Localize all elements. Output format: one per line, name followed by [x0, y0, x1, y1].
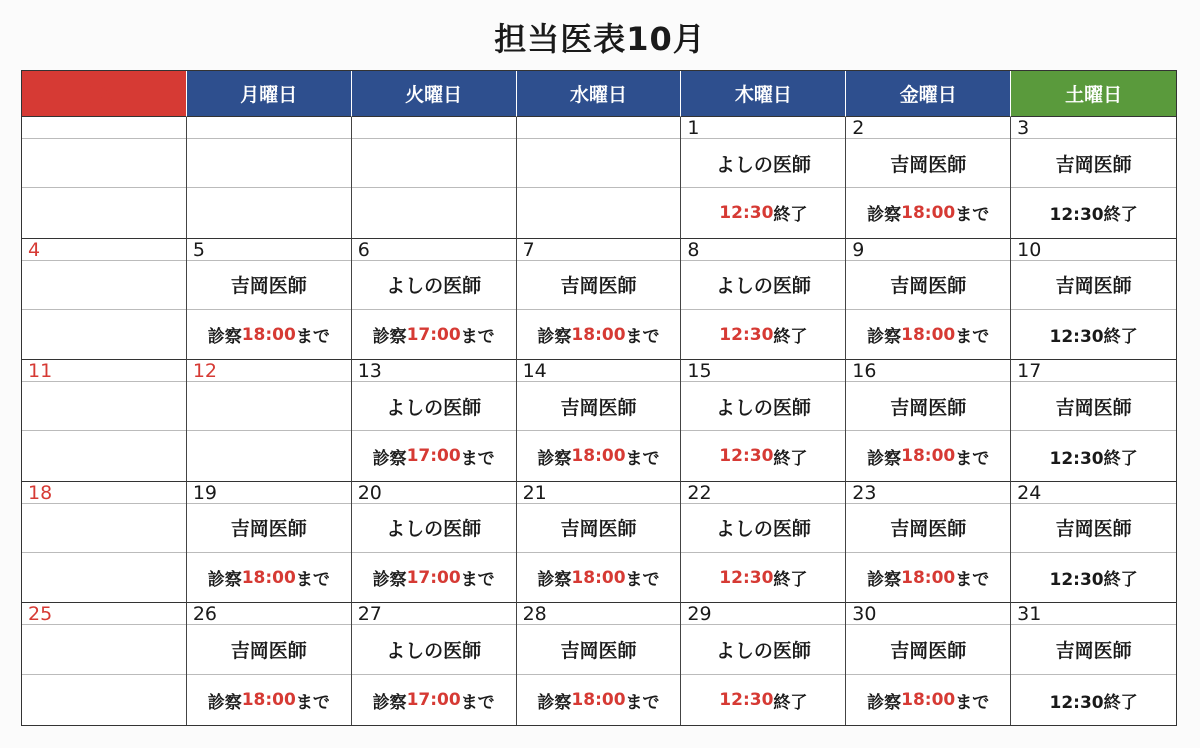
- hours-note: [681, 553, 845, 602]
- day-number: 10: [1017, 238, 1042, 261]
- hours-note: [1011, 553, 1176, 602]
- hours-prefix: 診察: [867, 692, 902, 713]
- weekday-header-saturday: 土曜日: [1011, 71, 1176, 117]
- doctor-name: よしの医師: [681, 261, 845, 310]
- day-cell: [1011, 603, 1176, 725]
- hours-suffix: まで: [955, 692, 990, 713]
- doctor-name: 吉岡医師: [846, 382, 1010, 431]
- day-cell: [1011, 360, 1176, 482]
- day-cell: [846, 117, 1011, 239]
- day-number: 3: [1017, 117, 1030, 139]
- hours-suffix: まで: [460, 327, 495, 348]
- calendar-grid: [21, 70, 1177, 726]
- hours-note: [187, 188, 351, 237]
- doctor-name: [187, 139, 351, 188]
- hours-time: 18:00: [901, 690, 956, 711]
- day-number-row: [1011, 360, 1176, 382]
- hours-time: 18:00: [571, 446, 626, 467]
- doctor-name: 吉岡医師: [1011, 261, 1176, 310]
- hours-prefix: 診察: [537, 570, 572, 591]
- hours-suffix: まで: [625, 327, 660, 348]
- doctor-name: よしの医師: [352, 625, 516, 675]
- hours-note: [517, 553, 681, 602]
- day-number-row: [517, 603, 681, 625]
- day-cell: [846, 482, 1011, 604]
- day-number-row: [352, 360, 516, 382]
- day-number-row: [1011, 603, 1176, 625]
- day-number: 1: [687, 117, 700, 139]
- day-cell: [517, 603, 682, 725]
- hours-time: 18:00: [241, 324, 296, 345]
- doctor-name: [22, 139, 186, 188]
- doctor-name: [352, 139, 516, 188]
- day-number-row: [681, 239, 845, 261]
- doctor-name: 吉岡医師: [846, 625, 1010, 675]
- day-number-row: [681, 603, 845, 625]
- doctor-name: よしの医師: [352, 504, 516, 553]
- day-cell: [22, 239, 187, 361]
- hours-note: [1011, 188, 1176, 237]
- hours-time: 18:00: [901, 567, 956, 588]
- day-cell: [1011, 117, 1176, 239]
- hours-suffix: まで: [625, 570, 660, 591]
- hours-note: [1011, 675, 1176, 725]
- doctor-name: よしの医師: [352, 261, 516, 310]
- hours-prefix: 診察: [372, 448, 407, 469]
- day-number: 7: [522, 238, 535, 261]
- hours-note: [187, 675, 351, 725]
- hours-time: 12:30: [719, 324, 774, 345]
- hours-suffix: まで: [955, 327, 990, 348]
- doctor-name: 吉岡医師: [187, 261, 351, 310]
- hours-note: [352, 310, 516, 359]
- hours-suffix: まで: [955, 205, 990, 226]
- day-number-row: [352, 239, 516, 261]
- hours-suffix: まで: [460, 448, 495, 469]
- day-number-row: [1011, 239, 1176, 261]
- day-number: 26: [192, 603, 218, 626]
- hours-time: 12:30: [719, 567, 774, 588]
- hours-time: 18:00: [571, 567, 626, 588]
- day-number-row: [187, 603, 351, 625]
- hours-note: [681, 310, 845, 359]
- day-number: 24: [1017, 481, 1042, 504]
- hours-suffix: 12:30終了: [1049, 205, 1138, 226]
- day-number: 2: [852, 117, 865, 139]
- doctor-name: [187, 382, 351, 431]
- day-number: 27: [357, 603, 382, 626]
- day-number-row: [187, 482, 351, 504]
- hours-prefix: 診察: [207, 570, 242, 591]
- hours-note: [846, 553, 1010, 602]
- day-number: 17: [1017, 360, 1042, 383]
- day-cell: [187, 239, 352, 361]
- hours-prefix: 診察: [867, 205, 902, 226]
- day-number: 28: [522, 603, 547, 626]
- hours-prefix: 診察: [372, 327, 407, 348]
- day-number: 19: [192, 481, 218, 504]
- hours-time: 18:00: [901, 446, 956, 467]
- day-cell: [1011, 239, 1176, 361]
- day-number: 20: [357, 481, 382, 504]
- day-cell: [517, 117, 682, 239]
- day-number-row: [846, 603, 1010, 625]
- day-cell: [352, 360, 517, 482]
- day-number: 21: [522, 481, 547, 504]
- hours-note: [517, 188, 681, 237]
- day-cell: [846, 603, 1011, 725]
- day-number-row: [187, 239, 351, 261]
- day-cell: [517, 482, 682, 604]
- day-cell: [681, 239, 846, 361]
- doctor-name: よしの医師: [352, 382, 516, 431]
- day-number: 31: [1017, 603, 1042, 626]
- day-number-row: [846, 360, 1010, 382]
- hours-note: [846, 431, 1010, 480]
- doctor-name: 吉岡医師: [1011, 382, 1176, 431]
- day-cell: [846, 360, 1011, 482]
- day-number-row: [681, 360, 845, 382]
- hours-suffix: まで: [295, 570, 330, 591]
- day-number-row: [846, 482, 1010, 504]
- doctor-name: よしの医師: [681, 625, 845, 675]
- day-cell: [681, 117, 846, 239]
- day-cell: [1011, 482, 1176, 604]
- hours-note: [846, 675, 1010, 725]
- doctor-name: よしの医師: [681, 382, 845, 431]
- doctor-name: 吉岡医師: [1011, 625, 1176, 675]
- weekday-header-tuesday: 火曜日: [352, 71, 517, 117]
- doctor-name: [22, 504, 186, 553]
- hours-prefix: 診察: [372, 570, 407, 591]
- day-number-row: [22, 603, 186, 625]
- hours-suffix: 終了: [773, 448, 808, 469]
- day-number: 8: [687, 238, 700, 261]
- hours-time: 12:30: [719, 690, 774, 711]
- hours-prefix: 診察: [867, 570, 902, 591]
- day-number: 16: [852, 360, 877, 383]
- hours-suffix: 終了: [773, 570, 808, 591]
- day-cell: [681, 603, 846, 725]
- hours-time: 12:30: [719, 202, 774, 223]
- day-number: 11: [28, 360, 53, 383]
- hours-suffix: まで: [295, 327, 330, 348]
- day-number: 18: [28, 481, 53, 504]
- day-cell: [846, 239, 1011, 361]
- hours-note: [22, 675, 186, 725]
- day-cell: [517, 239, 682, 361]
- day-number-row: [681, 117, 845, 139]
- day-number: 14: [522, 360, 547, 383]
- day-number-row: [187, 360, 351, 382]
- hours-time: 17:00: [406, 567, 461, 588]
- doctor-name: 吉岡医師: [846, 139, 1010, 188]
- day-cell: [517, 360, 682, 482]
- hours-note: [22, 188, 186, 237]
- hours-prefix: 診察: [537, 448, 572, 469]
- weekday-header-friday: 金曜日: [846, 71, 1011, 117]
- day-cell: [22, 603, 187, 725]
- hours-suffix: 12:30終了: [1049, 692, 1138, 713]
- doctor-name: 吉岡医師: [187, 625, 351, 675]
- hours-note: [22, 310, 186, 359]
- day-number: 25: [28, 603, 53, 626]
- day-number: 13: [357, 360, 382, 383]
- day-cell: [681, 482, 846, 604]
- hours-note: [681, 431, 845, 480]
- weekday-header-wednesday: 水曜日: [517, 71, 682, 117]
- day-number: 30: [852, 603, 877, 626]
- hours-suffix: 終了: [773, 327, 808, 348]
- hours-suffix: まで: [955, 570, 990, 591]
- hours-note: [22, 431, 186, 480]
- page-title: 担当医表10月: [494, 20, 706, 58]
- day-number: 5: [192, 238, 205, 261]
- day-number-row: [681, 482, 845, 504]
- hours-time: 17:00: [406, 324, 461, 345]
- day-number: 12: [192, 360, 218, 383]
- hours-note: [681, 675, 845, 725]
- hours-note: [846, 310, 1010, 359]
- hours-suffix: 終了: [773, 692, 808, 713]
- hours-time: 18:00: [901, 202, 956, 223]
- doctor-name: よしの医師: [681, 139, 845, 188]
- day-number-row: [352, 482, 516, 504]
- doctor-name: 吉岡医師: [517, 261, 681, 310]
- day-number-row: [22, 482, 186, 504]
- hours-note: [517, 310, 681, 359]
- day-number: 23: [852, 481, 877, 504]
- hours-prefix: 診察: [207, 327, 242, 348]
- doctor-name: 吉岡医師: [846, 504, 1010, 553]
- hours-suffix: まで: [625, 448, 660, 469]
- day-number: 15: [687, 360, 712, 383]
- day-number-row: [22, 117, 186, 139]
- doctor-name: 吉岡医師: [1011, 139, 1176, 188]
- hours-time: 18:00: [571, 324, 626, 345]
- hours-note: [517, 675, 681, 725]
- weekday-header-sunday: 日曜日: [22, 71, 187, 117]
- hours-time: 18:00: [241, 567, 296, 588]
- hours-suffix: まで: [295, 692, 330, 713]
- day-number-row: [517, 239, 681, 261]
- day-number: 9: [852, 238, 865, 261]
- day-cell: [22, 117, 187, 239]
- hours-note: [187, 431, 351, 480]
- doctor-name: 吉岡医師: [846, 261, 1010, 310]
- day-number-row: [1011, 482, 1176, 504]
- hours-note: [1011, 310, 1176, 359]
- hours-prefix: 診察: [537, 692, 572, 713]
- day-cell: [352, 482, 517, 604]
- day-cell: [187, 603, 352, 725]
- day-number-row: [517, 117, 681, 139]
- hours-suffix: 12:30終了: [1049, 570, 1138, 591]
- hours-time: 12:30: [719, 446, 774, 467]
- hours-suffix: 終了: [773, 205, 808, 226]
- hours-note: [352, 188, 516, 237]
- hours-time: 18:00: [571, 690, 626, 711]
- hours-note: [187, 553, 351, 602]
- weekday-header-thursday: 木曜日: [681, 71, 846, 117]
- hours-note: [187, 310, 351, 359]
- hours-prefix: 診察: [537, 327, 572, 348]
- hours-note: [352, 675, 516, 725]
- hours-time: 18:00: [901, 324, 956, 345]
- hours-suffix: まで: [460, 570, 495, 591]
- day-cell: [352, 117, 517, 239]
- day-number-row: [517, 482, 681, 504]
- hours-suffix: まで: [955, 448, 990, 469]
- hours-note: [517, 431, 681, 480]
- hours-suffix: 12:30終了: [1049, 448, 1138, 469]
- day-number-row: [846, 239, 1010, 261]
- day-cell: [22, 360, 187, 482]
- day-number: 6: [357, 238, 370, 261]
- day-number-row: [22, 360, 186, 382]
- doctor-name: [22, 382, 186, 431]
- day-cell: [22, 482, 187, 604]
- day-number: 29: [687, 603, 712, 626]
- hours-suffix: まで: [625, 692, 660, 713]
- hours-note: [352, 431, 516, 480]
- doctor-name: 吉岡医師: [517, 625, 681, 675]
- day-cell: [187, 117, 352, 239]
- day-number-row: [352, 117, 516, 139]
- day-number-row: [846, 117, 1010, 139]
- hours-time: 17:00: [406, 446, 461, 467]
- day-number-row: [1011, 117, 1176, 139]
- doctor-name: [22, 261, 186, 310]
- doctor-name: 吉岡医師: [517, 382, 681, 431]
- day-cell: [352, 239, 517, 361]
- hours-note: [1011, 431, 1176, 480]
- hours-prefix: 診察: [867, 327, 902, 348]
- day-number-row: [187, 117, 351, 139]
- hours-note: [846, 188, 1010, 237]
- hours-note: [22, 553, 186, 602]
- day-cell: [681, 360, 846, 482]
- hours-note: [681, 188, 845, 237]
- hours-prefix: 診察: [207, 692, 242, 713]
- doctor-name: [22, 625, 186, 675]
- day-number-row: [352, 603, 516, 625]
- day-cell: [352, 603, 517, 725]
- day-number-row: [22, 239, 186, 261]
- day-cell: [187, 360, 352, 482]
- day-cell: [187, 482, 352, 604]
- hours-prefix: 診察: [372, 692, 407, 713]
- doctor-name: 吉岡医師: [517, 504, 681, 553]
- doctor-name: [517, 139, 681, 188]
- hours-suffix: 12:30終了: [1049, 327, 1138, 348]
- day-number-row: [517, 360, 681, 382]
- doctor-name: よしの医師: [681, 504, 845, 553]
- hours-prefix: 診察: [867, 448, 902, 469]
- hours-time: 17:00: [406, 690, 461, 711]
- day-number: 22: [687, 481, 712, 504]
- day-number: 4: [28, 238, 41, 261]
- hours-suffix: まで: [460, 692, 495, 713]
- hours-note: [352, 553, 516, 602]
- doctor-name: 吉岡医師: [1011, 504, 1176, 553]
- hours-time: 18:00: [241, 690, 296, 711]
- weekday-header-monday: 月曜日: [187, 71, 352, 117]
- doctor-name: 吉岡医師: [187, 504, 351, 553]
